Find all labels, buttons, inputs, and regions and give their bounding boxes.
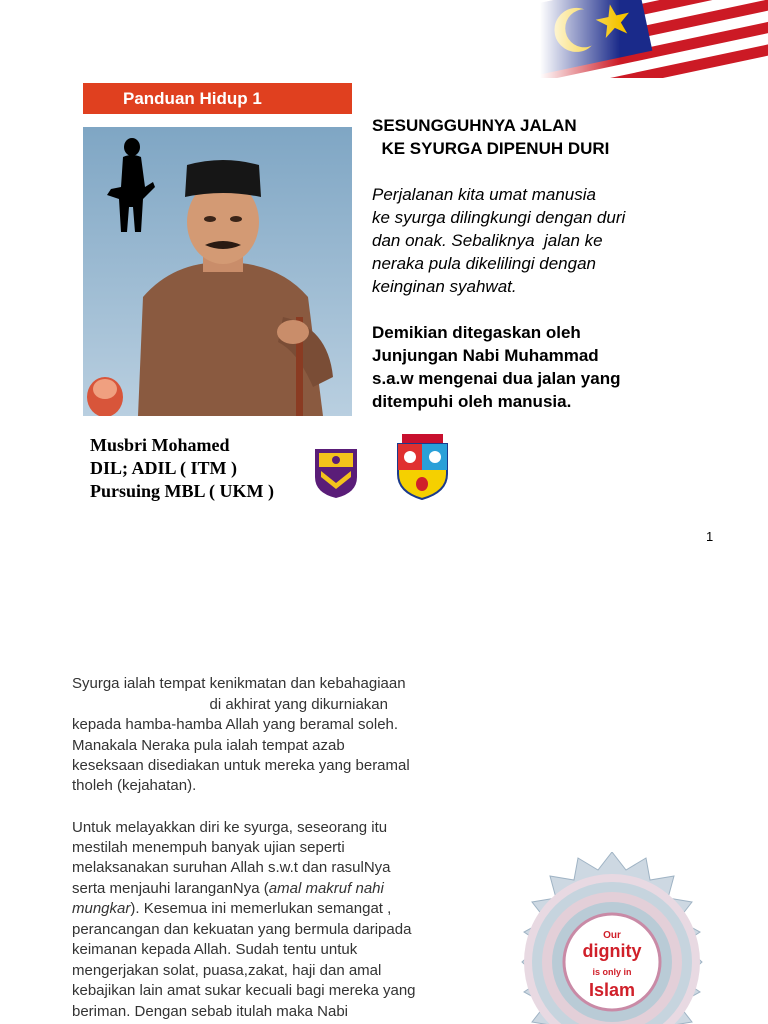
author-credential: DIL; ADIL ( ITM ) xyxy=(90,458,238,478)
uitm-logo xyxy=(313,447,359,499)
paragraph-line xyxy=(72,899,391,919)
author-name: Musbri Mohamed xyxy=(90,435,230,455)
intro-bold-line: Demikian ditegaskan oleh xyxy=(372,323,581,342)
paragraph-line: perancangan dan kekuatan yang bermula daripada xyxy=(72,921,412,938)
paragraph-line: mengerjakan solat, puasa,zakat, haji dan amal xyxy=(72,962,382,979)
badge-dignity: dignity xyxy=(582,941,642,961)
paragraph-line: kepada hamba-hamba Allah yang beramal soleh. xyxy=(72,716,399,733)
badge-islam: Islam xyxy=(588,980,636,1000)
paragraph-line: Untuk melayakkan diri ke syurga, seseorang itu xyxy=(72,819,388,836)
paragraph-line: Manakala Neraka pula ialah tempat azab xyxy=(72,737,345,754)
intro-bold-line: s.a.w mengenai dua jalan yang xyxy=(372,369,621,388)
paragraph-emphasis: mungkar xyxy=(72,900,131,917)
dignity-badge xyxy=(494,852,730,1024)
header-bar xyxy=(83,83,352,114)
paragraph-line: melaksanakan suruhan Allah s.w.t dan rasulNya xyxy=(72,859,391,876)
paragraph-line: keimanan kepada Allah. Sudah tentu untuk xyxy=(72,941,358,958)
headline-line-2: KE SYURGA DIPENUH DURI xyxy=(372,139,610,158)
paragraph-line: mestilah menempuh banyak ujian seperti xyxy=(72,839,345,856)
malaysia-flag-image xyxy=(540,0,768,78)
paragraph-emphasis: amal makruf nahi xyxy=(268,880,384,897)
intro-bold-line: Junjungan Nabi Muhammad xyxy=(372,346,599,365)
paragraph-text: serta menjauhi laranganNya ( xyxy=(72,880,269,897)
paragraph-text: ). Kesemua ini memerlukan semangat , xyxy=(130,900,392,917)
intro-italic-line: ke syurga dilingkungi dengan duri xyxy=(372,208,626,227)
intro-italic-line: keinginan syahwat. xyxy=(372,277,517,296)
ukm-logo xyxy=(396,434,449,500)
paragraph-line xyxy=(72,879,384,899)
header-title: Panduan Hidup 1 xyxy=(123,89,262,108)
badge-our: Our xyxy=(603,930,621,941)
intro-bold-line: ditempuhi oleh manusia. xyxy=(372,392,572,411)
author-portrait-photo xyxy=(83,127,352,416)
paragraph-line: di akhirat yang dikurniakan xyxy=(72,696,388,713)
intro-italic-line: neraka pula dikelilingi dengan xyxy=(372,254,596,273)
paragraph-line: beriman. Dengan sebab itulah maka Nabi xyxy=(72,1003,348,1020)
intro-italic-line: dan onak. Sebaliknya jalan ke xyxy=(372,231,603,250)
intro-italic-line: Perjalanan kita umat manusia xyxy=(372,185,596,204)
author-credential: Pursuing MBL ( UKM ) xyxy=(90,481,275,501)
paragraph-line: kebajikan lain amat sukar kecuali bagi mereka yang xyxy=(72,982,416,999)
headline-line-1: SESUNGGUHNYA JALAN xyxy=(372,116,577,135)
paragraph-line: keseksaan disediakan untuk mereka yang beramal xyxy=(72,757,410,774)
page-number: 1 xyxy=(706,529,714,544)
badge-only-in: is only in xyxy=(592,967,632,977)
paragraph-line: Syurga ialah tempat kenikmatan dan kebahagiaan xyxy=(72,675,406,692)
paragraph-line: tholeh (kejahatan). xyxy=(72,777,197,794)
